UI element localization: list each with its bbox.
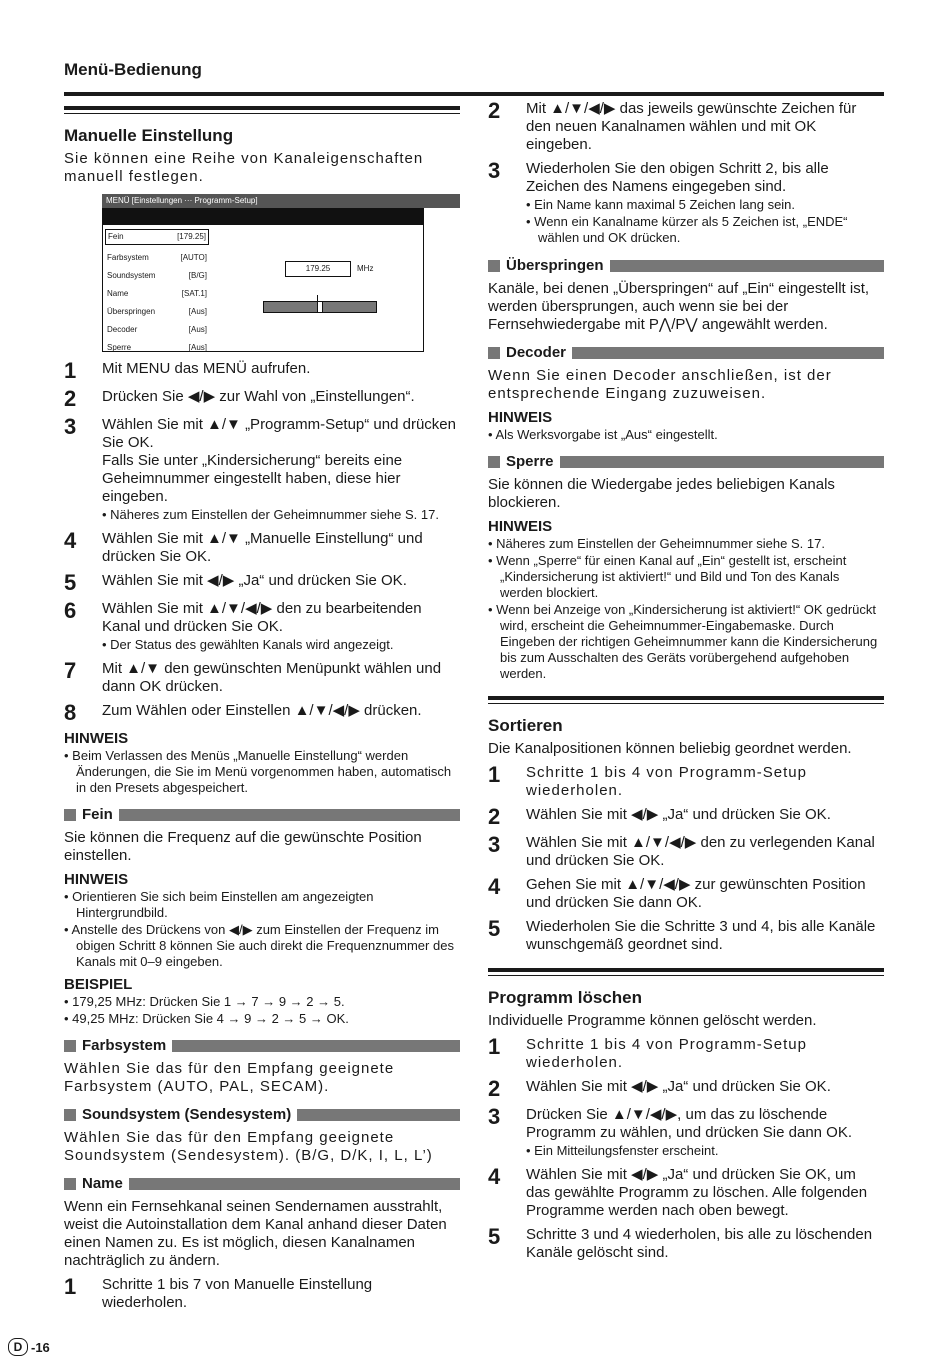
- step: 5 Wählen Sie mit ◀/▶ „Ja“ und drücken Sie OK.: [64, 570, 407, 595]
- step: 7 Mit ▲/▼ den gewünschten Menüpunkt wählen und dann OK drücken.: [64, 658, 442, 695]
- section-title-delete: Programm löschen: [488, 988, 642, 1007]
- frequency-value: 179.25: [285, 261, 351, 277]
- sperre-text: Sie können die Wiedergabe jedes beliebigen Kanals blockieren.: [488, 476, 835, 511]
- menu-title-bar: [102, 208, 424, 224]
- subsection-farbsystem: Farbsystem: [64, 1037, 460, 1054]
- step: 2 Drücken Sie ◀/▶ zur Wahl von „Einstellungen“.: [64, 386, 415, 411]
- delete-intro: Individuelle Programme können gelöscht werden.: [488, 1012, 817, 1029]
- page-number: -16: [31, 1339, 50, 1355]
- note: • Beim Verlassen des Menüs „Manuelle Einstellung“ werden Änderungen, die Sie im Menü vorgenommen haben, automatisch in den Presets abgespeichert.: [64, 748, 460, 796]
- frequency-slider: [263, 301, 377, 313]
- frequency-unit: MHz: [357, 264, 374, 273]
- page-footer: [8, 1338, 50, 1356]
- note: • Orientieren Sie sich beim Einstellen am angezeigten Hintergrundbild.: [64, 889, 460, 921]
- section-rule: [488, 696, 884, 704]
- step: 8 Zum Wählen oder Einstellen ▲/▼/◀/▶ drücken.: [64, 700, 422, 725]
- note: • Näheres zum Einstellen der Geheimnummer siehe S. 17.: [488, 536, 884, 552]
- step: 3 Wählen Sie mit ▲/▼ „Programm-Setup“ und drücken Sie OK. Falls Sie unter „Kindersicherung“ bereits eine Geheimnummer eingestellt haben, diese hier eingeben. • Näheres zum Einstellen der Geheimnummer siehe S. 17.: [64, 416, 460, 524]
- hinweis-label: HINWEIS: [64, 730, 129, 747]
- left-column: [64, 100, 460, 1316]
- example: • 179,25 MHz: Drücken Sie 1 → 7 → 9 → 2 → 5.: [64, 994, 460, 1010]
- menu-screenshot: [102, 194, 460, 352]
- page-title: Menü-Bedienung: [64, 60, 202, 79]
- note: • Anstelle des Drückens von ◀/▶ zum Einstellen der Frequenz im obigen Schritt 8 können Sie auch direkt die Frequenznummer des Kanals mit 0–9 eingeben.: [64, 922, 460, 970]
- decoder-text: Wenn Sie einen Decoder anschließen, ist der entsprechende Eingang zuzuweisen.: [488, 367, 832, 402]
- skip-text: Kanäle, bei denen „Überspringen“ auf „Ein“ eingestellt ist, werden übersprungen, auch wenn sie bei der Fernsehwiedergabe mit P⋀/P⋁ angewählt werden.: [488, 280, 870, 333]
- step: 4 Wählen Sie mit ▲/▼ „Manuelle Einstellung“ und drücken Sie OK.: [64, 528, 423, 565]
- menu-body: [102, 224, 424, 352]
- step: 4 Gehen Sie mit ▲/▼/◀/▶ zur gewünschten Position und drücken Sie dann OK.: [488, 874, 866, 911]
- section-title-manual: Manuelle Einstellung: [64, 126, 234, 145]
- example: • 49,25 MHz: Drücken Sie 4 → 9 → 2 → 5 → OK.: [64, 1011, 460, 1027]
- name-text: Wenn ein Fernsehkanal seinen Sendernamen ausstrahlt, weist die Autoinstallation dem Kanal anhand dieser Daten einen Namen zu. Es ist möglich, diesen Kanalnamen nachträglich zu ändern.: [64, 1198, 447, 1269]
- step: 1 Schritte 1 bis 4 von Programm-Setup wiederholen.: [488, 762, 807, 799]
- menu-row: Überspringen [Aus]: [107, 307, 207, 316]
- right-column: [488, 100, 884, 1266]
- hinweis-label: HINWEIS: [64, 871, 129, 888]
- section-rule: [64, 106, 460, 114]
- step: 4 Wählen Sie mit ◀/▶ „Ja“ und drücken Sie OK, um das gewählte Programm zu löschen. Alle folgenden Programme werden nach oben bewegt.: [488, 1164, 868, 1219]
- farb-text: Wählen Sie das für den Empfang geeignete Farbsystem (AUTO, PAL, SECAM).: [64, 1060, 395, 1095]
- step: 5 Schritte 3 und 4 wiederholen, bis alle zu löschenden Kanäle gelöscht sind.: [488, 1224, 873, 1261]
- note: • Wenn „Sperre“ für einen Kanal auf „Ein“ gestellt ist, erscheint „Kindersicherung ist aktiviert!“ und Bild und Ton des Kanals werden blockiert.: [488, 553, 884, 601]
- step: 3 Wiederholen Sie den obigen Schritt 2, bis alle Zeichen des Namens eingegeben sind. • Ein Name kann maximal 5 Zeichen lang sein. • Wenn ein Kanalname kürzer als 5 Zeichen ist, „ENDE“ wählen und OK drücken.: [488, 160, 884, 247]
- note: • Wenn bei Anzeige von „Kindersicherung ist aktiviert!“ OK gedrückt wird, erscheint die Geheimnummer-Eingabemaske. Durch Eingeben der richtigen Geheimnummer kann die Kindersicherung bis zum Ausschalten des Geräts vorübergehend aufgehoben werden.: [488, 602, 884, 682]
- hinweis-label: HINWEIS: [488, 518, 553, 535]
- subsection-fein: Fein: [64, 806, 460, 823]
- language-badge: D: [8, 1338, 28, 1356]
- menu-row: Fein [179.25]: [105, 229, 209, 245]
- subsection-skip: Überspringen: [488, 257, 884, 274]
- note: • Als Werksvorgabe ist „Aus“ eingestellt.: [488, 427, 884, 443]
- beispiel-label: BEISPIEL: [64, 976, 133, 993]
- subsection-decoder: Decoder: [488, 344, 884, 361]
- subsection-sperre: Sperre: [488, 453, 884, 470]
- menu-row: Name [SAT.1]: [107, 289, 207, 298]
- step: 5 Wiederholen Sie die Schritte 3 und 4, bis alle Kanäle wunschgemäß geordnet sind.: [488, 916, 876, 953]
- intro-text: Sie können eine Reihe von Kanaleigenschaften manuell festlegen.: [64, 150, 424, 185]
- menu-header: MENÜ [Einstellungen ··· Programm-Setup]: [102, 194, 460, 208]
- step: 1 Mit MENU das MENÜ aufrufen.: [64, 358, 311, 383]
- menu-list: [105, 229, 209, 357]
- subsection-name: Name: [64, 1175, 460, 1192]
- step: 1 Schritte 1 bis 4 von Programm-Setup wiederholen.: [488, 1034, 807, 1071]
- step: 2 Wählen Sie mit ◀/▶ „Ja“ und drücken Sie OK.: [488, 1076, 831, 1101]
- sound-text: Wählen Sie das für den Empfang geeignete Soundsystem (Sendesystem). (B/G, D/K, I, L, L’): [64, 1129, 433, 1164]
- sort-intro: Die Kanalpositionen können beliebig geordnet werden.: [488, 740, 852, 757]
- step: 2 Wählen Sie mit ◀/▶ „Ja“ und drücken Sie OK.: [488, 804, 831, 829]
- slider-knob: [317, 301, 323, 313]
- menu-row: Farbsystem [AUTO]: [107, 253, 207, 262]
- section-rule: [488, 968, 884, 976]
- step: 2 Mit ▲/▼/◀/▶ das jeweils gewünschte Zeichen für den neuen Kanalnamen wählen und mit OK eingeben.: [488, 98, 857, 153]
- top-rule: [64, 92, 884, 96]
- menu-row: Sperre [Aus]: [107, 343, 207, 352]
- step: 1 Schritte 1 bis 7 von Manuelle Einstellung wiederholen.: [64, 1274, 373, 1311]
- step: 3 Wählen Sie mit ▲/▼/◀/▶ den zu verlegenden Kanal und drücken Sie OK.: [488, 832, 875, 869]
- menu-row: Decoder [Aus]: [107, 325, 207, 334]
- fein-text: Sie können die Frequenz auf die gewünschte Position einstellen.: [64, 829, 422, 864]
- hinweis-label: HINWEIS: [488, 409, 553, 426]
- step: 6 Wählen Sie mit ▲/▼/◀/▶ den zu bearbeitenden Kanal und drücken Sie OK. • Der Status des gewählten Kanals wird angezeigt.: [64, 600, 460, 654]
- step: 3 Drücken Sie ▲/▼/◀/▶, um das zu löschende Programm zu wählen, und drücken Sie dann OK. • Ein Mitteilungsfenster erscheint.: [488, 1106, 884, 1160]
- subsection-soundsystem: Soundsystem (Sendesystem): [64, 1106, 460, 1123]
- menu-row: Soundsystem [B/G]: [107, 271, 207, 280]
- section-title-sort: Sortieren: [488, 716, 563, 735]
